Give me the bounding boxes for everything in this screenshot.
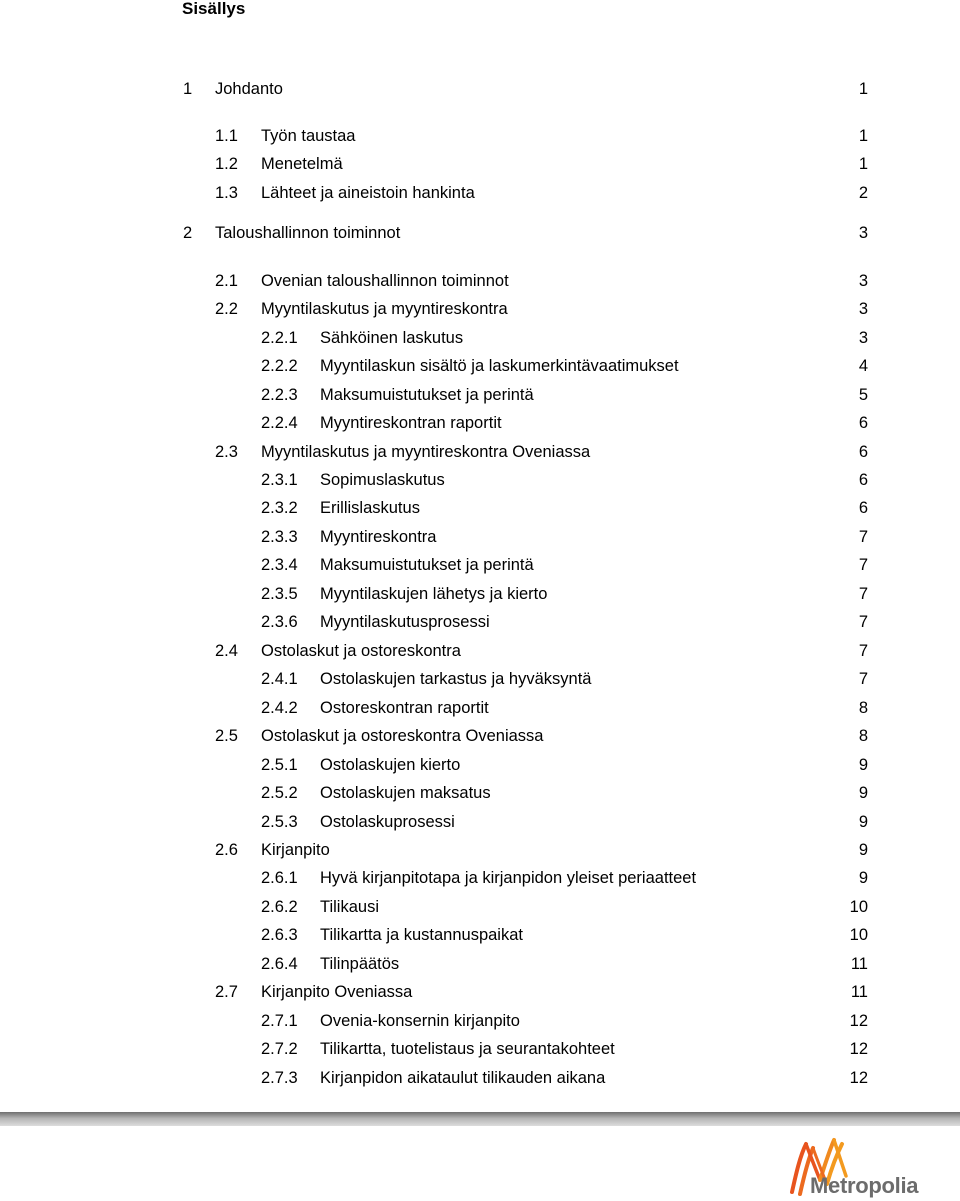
toc-entry (0, 667, 960, 691)
toc-entry-page: 11 (850, 955, 868, 973)
toc-entry (0, 923, 960, 947)
toc-entry (0, 1066, 960, 1090)
toc-entry-page: 1 (858, 155, 868, 173)
toc-entry-title: Myyntilaskun sisältö ja laskumerkintävaatimukset (320, 357, 679, 375)
toc-entry-number: 2.4.2 (261, 699, 298, 717)
toc-entry-number: 2.4.1 (261, 670, 298, 688)
toc-entry (0, 553, 960, 577)
toc-entry-page: 6 (858, 443, 868, 461)
toc-entry-title: Myyntireskontran raportit (320, 414, 502, 432)
toc-entry-number: 2.3.4 (261, 556, 298, 574)
toc-entry-page: 10 (849, 898, 868, 916)
toc-entry-page: 5 (858, 386, 868, 404)
toc-entry-page: 12 (849, 1069, 868, 1087)
toc-entry-title: Ostolaskujen kierto (320, 756, 461, 774)
toc-entry-title: Tilikartta ja kustannuspaikat (320, 926, 523, 944)
toc-entry (0, 326, 960, 350)
toc-entry (0, 753, 960, 777)
toc-entry-number: 2.2 (215, 300, 238, 318)
toc-entry-title: Ostolaskut ja ostoreskontra (261, 642, 461, 660)
toc-entry (0, 1009, 960, 1033)
logo-text: Metropolia (810, 1173, 919, 1198)
toc-entry-number: 2.2.2 (261, 357, 298, 375)
toc-entry (0, 77, 960, 101)
toc-entry-number: 2.6.2 (261, 898, 298, 916)
toc-entry-page: 3 (858, 329, 868, 347)
toc-entry-title: Menetelmä (261, 155, 343, 173)
toc-entry-page: 11 (850, 983, 868, 1001)
toc-entry-title: Sopimuslaskutus (320, 471, 445, 489)
toc-entry (0, 124, 960, 148)
toc-entry-number: 2.3.5 (261, 585, 298, 603)
toc-entry (0, 440, 960, 464)
toc-entry (0, 696, 960, 720)
toc-entry-title: Ovenian taloushallinnon toiminnot (261, 272, 509, 290)
toc-entry-title: Myyntilaskutusprosessi (320, 613, 490, 631)
toc-entry-number: 1.1 (215, 127, 238, 145)
toc-entry-title: Kirjanpito Oveniassa (261, 983, 413, 1001)
toc-entry (0, 525, 960, 549)
toc-entry-title: Ostolaskuprosessi (320, 813, 455, 831)
toc-entry (0, 152, 960, 176)
toc-entry-number: 1.3 (215, 184, 238, 202)
toc-entry-title: Sähköinen laskutus (320, 329, 464, 347)
toc-entry (0, 838, 960, 862)
toc-entry (0, 980, 960, 1004)
toc-entry-title: Tilinpäätös (320, 955, 400, 973)
toc-entry-title: Maksumuistutukset ja perintä (320, 386, 534, 404)
toc-entry-page: 7 (858, 642, 868, 660)
toc-entry (0, 383, 960, 407)
toc-entry-page: 8 (858, 727, 868, 745)
toc-entry-number: 2.3.1 (261, 471, 298, 489)
toc-entry-page: 3 (858, 300, 868, 318)
toc-entry-page: 8 (858, 699, 868, 717)
metropolia-logo (782, 1130, 932, 1201)
toc-entry-title: Tilikartta, tuotelistaus ja seurantakohteet (320, 1040, 615, 1058)
toc-entry-number: 2.7.2 (261, 1040, 298, 1058)
toc-entry-page: 9 (858, 841, 868, 859)
toc-entry-number: 2.6 (215, 841, 238, 859)
toc-entry-page: 10 (849, 926, 868, 944)
toc-entry-number: 1 (183, 80, 193, 98)
toc-entry-number: 2.5.3 (261, 813, 298, 831)
toc-entry-page: 1 (858, 127, 868, 145)
toc-entry-page: 6 (858, 499, 868, 517)
toc-entry-title: Hyvä kirjanpitotapa ja kirjanpidon yleiset periaatteet (320, 869, 697, 887)
toc-entry-number: 2.2.3 (261, 386, 298, 404)
toc-entry (0, 181, 960, 205)
toc-entry-page: 7 (858, 528, 868, 546)
toc-entry-page: 9 (858, 756, 868, 774)
toc-entry-title: Myyntilaskutus ja myyntireskontra Oveniassa (261, 443, 591, 461)
toc-entry (0, 297, 960, 321)
toc-entry-number: 2.3 (215, 443, 238, 461)
toc-entry (0, 496, 960, 520)
toc-entry-page: 4 (858, 357, 868, 375)
toc-entry-number: 2.5.1 (261, 756, 298, 774)
toc-entry (0, 639, 960, 663)
toc-entry-title: Tilikausi (320, 898, 379, 916)
toc-entry-page: 3 (858, 272, 868, 290)
toc-entry (0, 468, 960, 492)
toc-entry-title: Ostoreskontran raportit (320, 699, 489, 717)
toc-entry-number: 2.7 (215, 983, 238, 1001)
toc-entry-page: 6 (858, 414, 868, 432)
toc-entry (0, 810, 960, 834)
toc-entry-number: 2.3.3 (261, 528, 298, 546)
toc-entry-page: 6 (858, 471, 868, 489)
toc-entry-title: Myyntireskontra (320, 528, 437, 546)
toc-entry (0, 1037, 960, 1061)
toc-entry-number: 2.5 (215, 727, 238, 745)
toc-entry (0, 269, 960, 293)
toc-entry-page: 12 (849, 1040, 868, 1058)
toc-entry-number: 2.3.2 (261, 499, 298, 517)
toc-entry-title: Taloushallinnon toiminnot (215, 224, 401, 242)
toc-entry-page: 9 (858, 869, 868, 887)
toc-entry-page: 2 (858, 184, 868, 202)
toc-entry-number: 2.6.4 (261, 955, 298, 973)
toc-entry (0, 781, 960, 805)
toc-entry (0, 411, 960, 435)
toc-entry-title: Kirjanpidon aikataulut tilikauden aikana (320, 1069, 606, 1087)
toc-entry (0, 724, 960, 748)
toc-entry-number: 2.1 (215, 272, 238, 290)
page-title: Sisällys (182, 0, 246, 18)
toc-entry-page: 7 (858, 670, 868, 688)
toc-entry-number: 2.7.1 (261, 1012, 298, 1030)
toc-entry-page: 1 (858, 80, 868, 98)
toc-entry-title: Myyntilaskujen lähetys ja kierto (320, 585, 548, 603)
toc-entry-number: 2.5.2 (261, 784, 298, 802)
toc-entry-page: 9 (858, 784, 868, 802)
toc-entry-page: 12 (849, 1012, 868, 1030)
toc-entry-title: Ostolaskujen maksatus (320, 784, 491, 802)
toc-entry-page: 7 (858, 613, 868, 631)
toc-entry-title: Ostolaskujen tarkastus ja hyväksyntä (320, 670, 592, 688)
toc-entry (0, 610, 960, 634)
toc-entry-title: Työn taustaa (261, 127, 356, 145)
toc-entry-page: 7 (858, 585, 868, 603)
toc-entry (0, 354, 960, 378)
toc-entry-number: 2.7.3 (261, 1069, 298, 1087)
toc-entry (0, 221, 960, 245)
toc-entry-number: 2.3.6 (261, 613, 298, 631)
toc-entry (0, 582, 960, 606)
toc-entry-title: Kirjanpito (261, 841, 330, 859)
toc-entry (0, 895, 960, 919)
toc-entry-page: 7 (858, 556, 868, 574)
toc-entry-title: Erillislaskutus (320, 499, 420, 517)
footer-bar (0, 1112, 960, 1126)
toc-entry-title: Ostolaskut ja ostoreskontra Oveniassa (261, 727, 544, 745)
toc-entry-title: Lähteet ja aineistoin hankinta (261, 184, 475, 202)
toc-entry-number: 1.2 (215, 155, 238, 173)
toc-entry (0, 866, 960, 890)
toc-entry (0, 952, 960, 976)
toc-entry-number: 2 (183, 224, 193, 242)
toc-entry-page: 3 (858, 224, 868, 242)
toc-entry-title: Johdanto (215, 80, 283, 98)
toc-entry-number: 2.2.1 (261, 329, 298, 347)
toc-entry-title: Myyntilaskutus ja myyntireskontra (261, 300, 508, 318)
toc-entry-title: Maksumuistutukset ja perintä (320, 556, 534, 574)
toc-entry-number: 2.4 (215, 642, 238, 660)
toc-entry-number: 2.2.4 (261, 414, 298, 432)
toc-entry-page: 9 (858, 813, 868, 831)
toc-entry-title: Ovenia-konsernin kirjanpito (320, 1012, 520, 1030)
toc-entry-number: 2.6.3 (261, 926, 298, 944)
toc-entry-number: 2.6.1 (261, 869, 298, 887)
